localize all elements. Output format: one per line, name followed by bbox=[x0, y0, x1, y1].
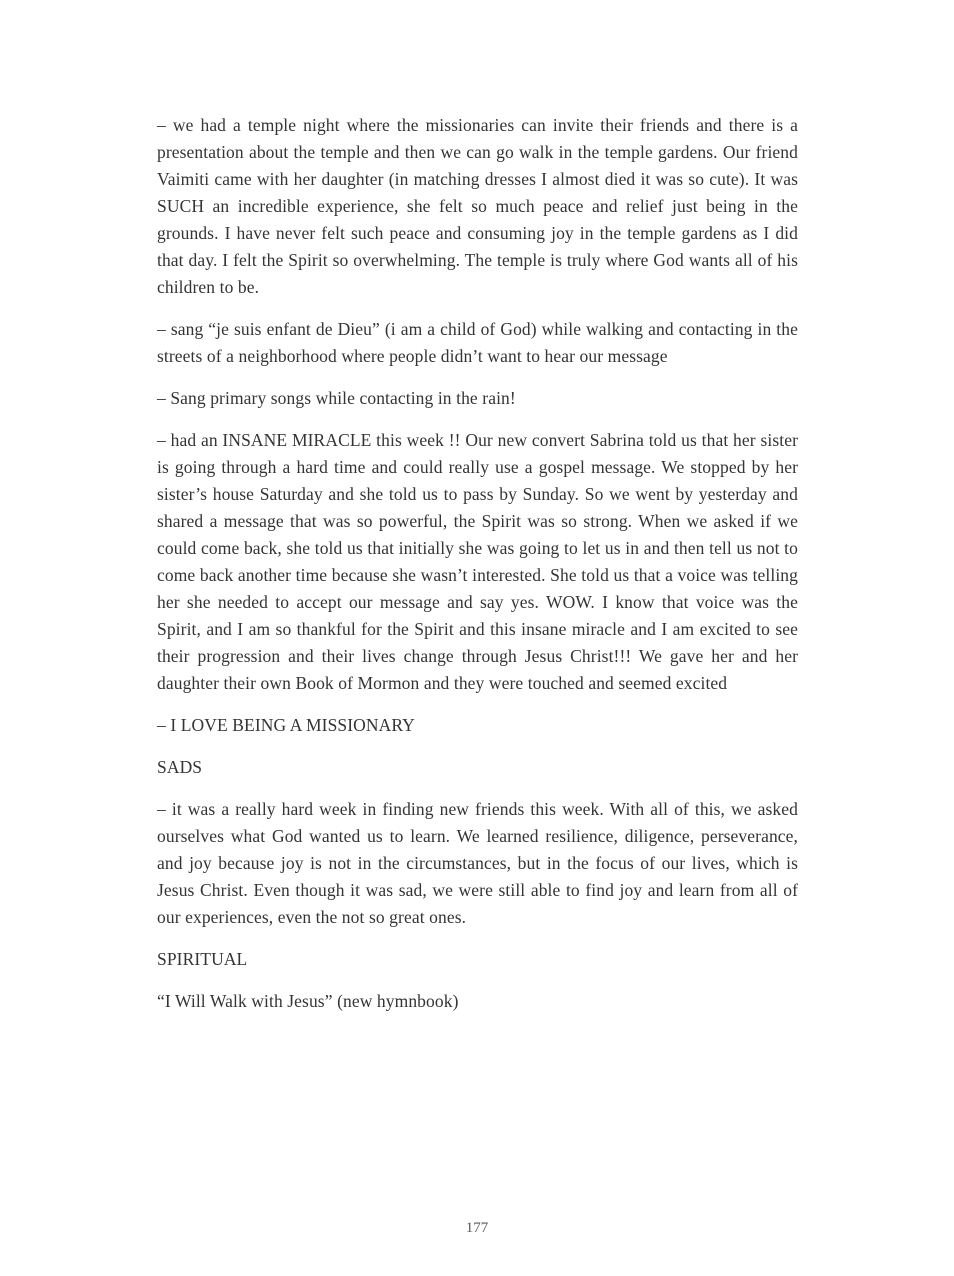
paragraph-insane-miracle: – had an INSANE MIRACLE this week !! Our new convert Sabrina told us that her sister is going through a hard time and could really use a gospel message. We stopped by her sister’s house Saturday and she told us to pass by Sunday. So we went by yesterday and shared a message that was so powerful, the Spirit was so strong. When we asked if we could come back, she told us that initially she was going to let us in and then tell us not to come back another time because she wasn’t interested. She told us that a voice was telling her she needed to accept our message and say yes. WOW. I know that voice was the Spirit, and I am so thankful for the Spirit and this insane miracle and I am excited to see their progression and their lives change through Jesus Christ!!! We gave her and her daughter their own Book of Mormon and they were touched and seemed excited bbox=[157, 430, 798, 693]
paragraph-hard-week: – it was a really hard week in finding new friends this week. With all of this, we asked ourselves what God wanted us to learn. We learned resilience, diligence, perseverance, and joy because joy is not in the circumstances, but in the focus of our lives, which is Jesus Christ. Even though it was sad, we were still able to find joy and learn from all of our experiences, even the not so great ones. bbox=[157, 799, 798, 927]
paragraph-love-being-missionary: – I LOVE BEING A MISSIONARY bbox=[157, 715, 415, 735]
paragraph-temple-night: – we had a temple night where the missionaries can invite their friends and there is a presentation about the temple and then we can go walk in the temple gardens. Our friend Vaimiti came with her daughter (in matching dresses I almost died it was so cute). It was SUCH an incredible experience, she felt so much peace and relief just being in the grounds. I have never felt such peace and consuming joy in the temple gardens as I did that day. I felt the Spirit so overwhelming. The temple is truly where God wants all of his children to be. bbox=[157, 115, 798, 297]
paragraph-primary-songs: – Sang primary songs while contacting in the rain! bbox=[157, 388, 516, 408]
section-heading-spiritual: SPIRITUAL bbox=[157, 949, 248, 969]
page-body bbox=[157, 112, 798, 1015]
page-number: 177 bbox=[465, 1220, 489, 1236]
section-heading-sads: SADS bbox=[157, 757, 203, 777]
paragraph-je-suis-enfant: – sang “je suis enfant de Dieu” (i am a child of God) while walking and contacting in the streets of a neighborhood where people didn’t want to hear our message bbox=[157, 319, 798, 366]
paragraph-hymn-reference: “I Will Walk with Jesus” (new hymnbook) bbox=[157, 991, 459, 1011]
